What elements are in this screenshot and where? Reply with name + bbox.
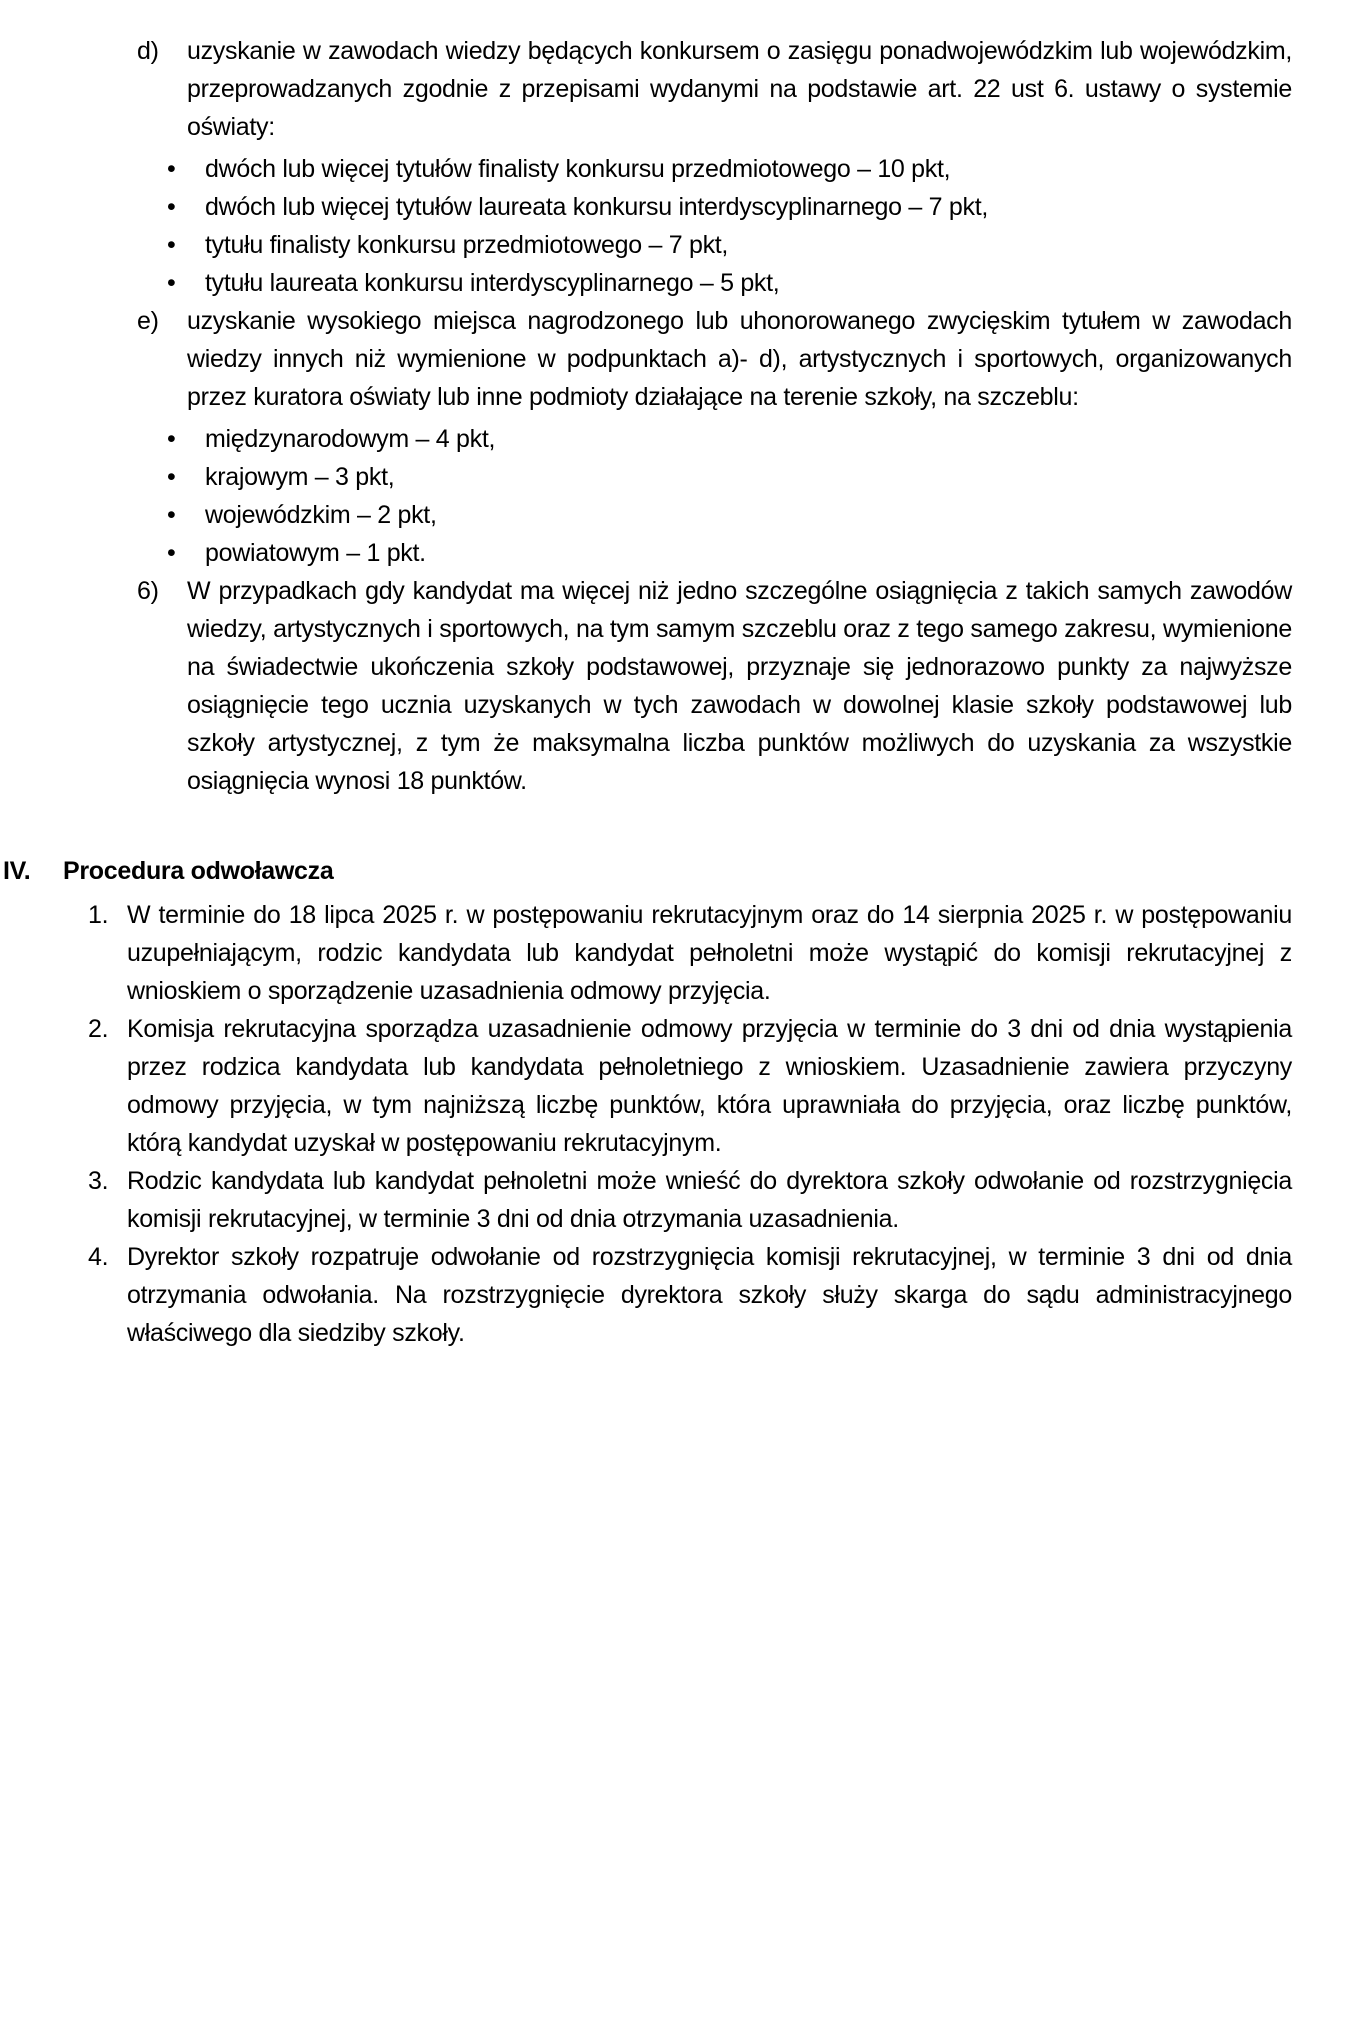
bullet-item-text: krajowym – 3 pkt, xyxy=(205,463,395,491)
bullet-item-text: dwóch lub więcej tytułów laureata konkursu interdyscyplinarnego – 7 pkt, xyxy=(205,193,989,221)
numbered-item-1-text: W terminie do 18 lipca 2025 r. w postępowaniu rekrutacyjnym oraz do 14 sierpnia 2025 r. w postępowaniu uzupełniającym, rodzic kandydata lub kandydat pełnoletni może wystąpić do komisji rekrutacyjnej z wnioskiem o sporządzenie uzasadnienia odmowy przyjęcia. xyxy=(127,901,1292,1005)
numbered-item-2 xyxy=(0,1010,1354,1162)
numbered-item-4 xyxy=(0,1238,1354,1352)
list-item xyxy=(0,458,1354,496)
numbered-item-3 xyxy=(0,1162,1354,1238)
list-item xyxy=(0,264,1354,302)
bullet-icon: • xyxy=(167,231,176,259)
bullet-icon: • xyxy=(167,269,176,297)
list-item-6 xyxy=(0,572,1354,800)
list-item xyxy=(0,150,1354,188)
numbered-item-1 xyxy=(0,896,1354,1010)
bullet-item-text: powiatowym – 1 pkt. xyxy=(205,539,426,567)
numbered-item-3-marker: 3. xyxy=(88,1167,109,1195)
numbered-item-2-marker: 2. xyxy=(88,1015,109,1043)
list-item-6-marker: 6) xyxy=(137,577,159,605)
numbered-item-1-marker: 1. xyxy=(88,901,109,929)
list-item-d xyxy=(0,32,1354,146)
bullet-icon: • xyxy=(167,539,176,567)
numbered-item-4-text: Dyrektor szkoły rozpatruje odwołanie od rozstrzygnięcia komisji rekrutacyjnej, w terminie 3 dni od dnia otrzymania odwołania. Na rozstrzygnięcie dyrektora szkoły służy skarga do sądu administracyjnego właściwego dla siedziby szkoły. xyxy=(127,1243,1292,1347)
bullet-icon: • xyxy=(167,425,176,453)
bullet-icon: • xyxy=(167,463,176,491)
section-heading-numeral: IV. xyxy=(3,857,31,885)
list-item-e xyxy=(0,302,1354,416)
numbered-item-3-text: Rodzic kandydata lub kandydat pełnoletni może wnieść do dyrektora szkoły odwołanie od rozstrzygnięcia komisji rekrutacyjnej, w terminie 3 dni od dnia otrzymania uzasadnienia. xyxy=(127,1167,1292,1233)
bullet-icon: • xyxy=(167,155,176,183)
section-heading xyxy=(0,852,1354,890)
appeal-procedure-list xyxy=(0,896,1354,1352)
numbered-item-4-marker: 4. xyxy=(88,1243,109,1271)
bullet-list-levels-e xyxy=(0,420,1354,572)
bullet-item-text: międzynarodowym – 4 pkt, xyxy=(205,425,496,453)
list-item-e-text: uzyskanie wysokiego miejsca nagrodzonego lub uhonorowanego zwycięskim tytułem w zawodach wiedzy innych niż wymienione w podpunktach a)- d), artystycznych i sportowych, organizowanych przez kuratora oświaty lub inne podmioty działające na terenie szkoły, na szczeblu: xyxy=(187,307,1292,411)
list-item xyxy=(0,534,1354,572)
list-item-e-marker: e) xyxy=(137,307,159,335)
list-item xyxy=(0,420,1354,458)
bullet-item-text: dwóch lub więcej tytułów finalisty konkursu przedmiotowego – 10 pkt, xyxy=(205,155,951,183)
list-item-6-text: W przypadkach gdy kandydat ma więcej niż jedno szczególne osiągnięcia z takich samych zawodów wiedzy, artystycznych i sportowych, na tym samym szczeblu oraz z tego samego zakresu, wymienione na świadectwie ukończenia szkoły podstawowej, przyznaje się jednorazowo punkty za najwyższe osiągnięcie tego ucznia uzyskanych w tych zawodach w dowolnej klasie szkoły podstawowej lub szkoły artystycznej, z tym że maksymalna liczba punktów możliwych do uzyskania za wszystkie osiągnięcia wynosi 18 punktów. xyxy=(187,577,1292,795)
list-item xyxy=(0,188,1354,226)
bullet-item-text: tytułu finalisty konkursu przedmiotowego – 7 pkt, xyxy=(205,231,729,259)
section-heading-title: Procedura odwoławcza xyxy=(63,857,334,885)
numbered-item-2-text: Komisja rekrutacyjna sporządza uzasadnienie odmowy przyjęcia w terminie do 3 dni od dnia wystąpienia przez rodzica kandydata lub kandydata pełnoletniego z wnioskiem. Uzasadnienie zawiera przyczyny odmowy przyjęcia, w tym najniższą liczbę punktów, która uprawniała do przyjęcia, oraz liczbę punktów, którą kandydat uzyskał w postępowaniu rekrutacyjnym. xyxy=(127,1015,1292,1157)
bullet-icon: • xyxy=(167,501,176,529)
list-item-d-marker: d) xyxy=(137,37,159,65)
bullet-list-points-d xyxy=(0,150,1354,302)
list-item xyxy=(0,226,1354,264)
bullet-item-text: wojewódzkim – 2 pkt, xyxy=(205,501,437,529)
bullet-icon: • xyxy=(167,193,176,221)
bullet-item-text: tytułu laureata konkursu interdyscyplinarnego – 5 pkt, xyxy=(205,269,780,297)
list-item xyxy=(0,496,1354,534)
list-item-d-text: uzyskanie w zawodach wiedzy będących konkursem o zasięgu ponadwojewódzkim lub wojewódzkim, przeprowadzanych zgodnie z przepisami wydanymi na podstawie art. 22 ust 6. ustawy o systemie oświaty: xyxy=(187,37,1292,141)
